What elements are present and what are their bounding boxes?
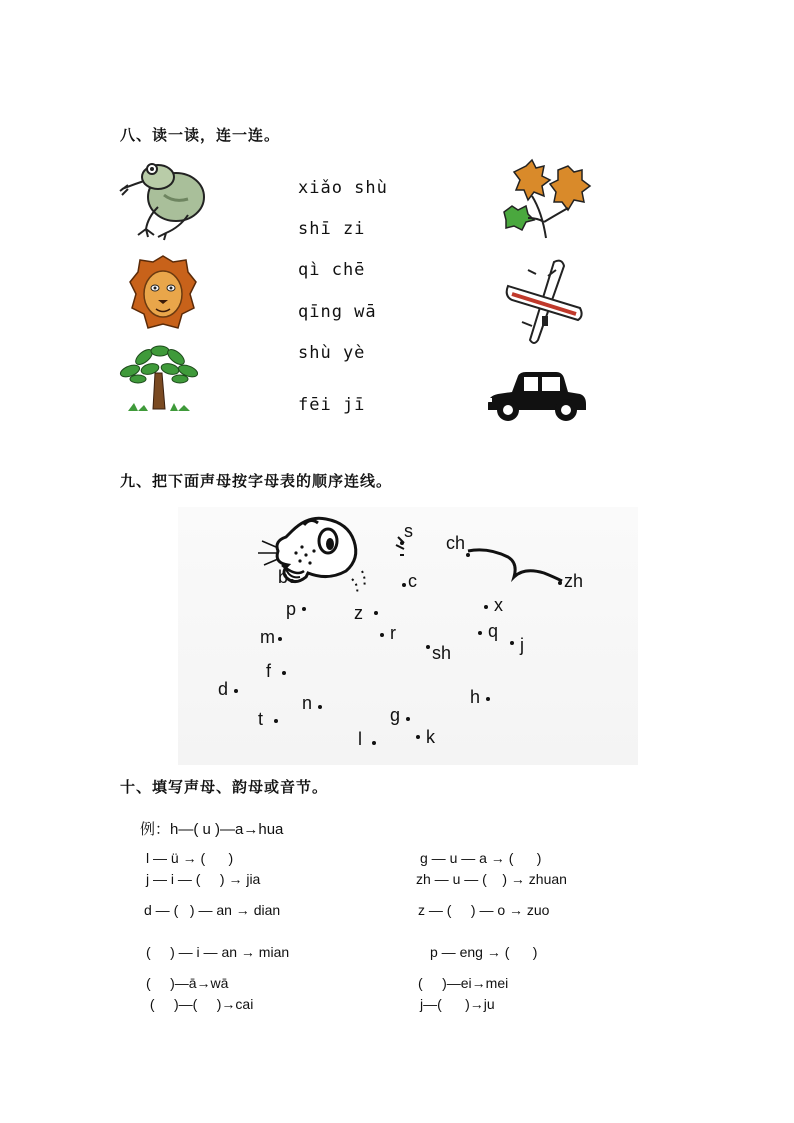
section-10-title: 十、填写声母、韵母或音节。: [120, 778, 329, 796]
exercise-right-6: j—( )→ju: [420, 996, 495, 1012]
letter-f: f: [266, 661, 272, 681]
pinyin-shu-ye: shù yè: [298, 343, 366, 363]
section-9-title: 九、把下面声母按字母表的顺序连线。: [120, 472, 393, 490]
exercise-left-2: j — i — ( ) → jia: [146, 871, 261, 887]
exercise-right-4: p — eng → ( ): [430, 944, 538, 960]
dot-t: [274, 719, 278, 723]
airplane-icon: [502, 256, 586, 348]
exercise-left-6: ( )—( )→cai: [146, 996, 254, 1012]
dot-q: [478, 631, 482, 635]
exercise-left-1: l — ü → ( ): [146, 850, 234, 866]
exercise-right-2: zh — u — ( ) → zhuan: [416, 871, 567, 887]
dot-n: [318, 705, 322, 709]
pinyin-qing-wa: qīng wā: [298, 302, 377, 322]
letter-j: j: [520, 635, 524, 655]
tree-icon: [118, 343, 198, 413]
dot-r: [380, 633, 384, 637]
exercise-right-1: g — u — a → ( ): [420, 850, 542, 866]
pinyin-qi-che: qì chē: [298, 260, 366, 280]
dot-c: [402, 583, 406, 587]
pinyin-shi-zi: shī zi: [298, 219, 366, 239]
dot-l: [372, 741, 376, 745]
exercise-right-3: z — ( ) — o → zuo: [418, 902, 550, 918]
letter-ch: ch: [446, 533, 466, 553]
letter-q: q: [488, 621, 499, 641]
dot-k: [416, 735, 420, 739]
letter-k: k: [426, 727, 435, 747]
exercise-left-4: ( ) — i — an → mian: [146, 944, 290, 960]
letter-z: z: [354, 603, 363, 623]
dot-z: [374, 611, 378, 615]
dot-sh: [426, 645, 430, 649]
letter-b: b: [278, 567, 289, 587]
dot-x: [484, 605, 488, 609]
exercise-right-5: ( )—ei→mei: [418, 975, 509, 991]
section-8-title: 八、读一读，连一连。: [120, 126, 281, 144]
letter-d: d: [218, 679, 229, 699]
dot-ch: [466, 553, 470, 557]
dot-j: [510, 641, 514, 645]
dot-zh: [558, 581, 562, 585]
letter-x: x: [494, 595, 503, 615]
dot-h: [486, 697, 490, 701]
letter-h: h: [470, 687, 481, 707]
letter-r: r: [390, 623, 396, 643]
dot-f: [282, 671, 286, 675]
letter-g: g: [390, 705, 401, 725]
letter-c: c: [408, 571, 417, 591]
leaves-icon: [498, 156, 594, 240]
dot-g: [406, 717, 410, 721]
frog-icon: [118, 155, 210, 241]
dot-s: [400, 541, 404, 545]
car-icon: [484, 368, 588, 424]
letter-p: p: [286, 599, 297, 619]
letter-sh: sh: [432, 643, 452, 663]
letter-n: n: [302, 693, 313, 713]
letter-s: s: [404, 521, 413, 541]
example-line: 例：h—( u )—a→hua: [140, 821, 284, 838]
dot-to-dot-panel: [178, 507, 638, 765]
letter-zh: zh: [564, 571, 584, 591]
seal-drawing: [178, 507, 638, 765]
lion-icon: [128, 254, 198, 334]
exercise-left-3: d — ( ) — an → dian: [144, 902, 281, 918]
letter-m: m: [260, 627, 275, 647]
dot-d: [234, 689, 238, 693]
letter-t: t: [258, 709, 264, 729]
dot-b: [290, 579, 294, 583]
dot-p: [302, 607, 306, 611]
pinyin-xiao-shu: xiǎo shù: [298, 178, 388, 198]
exercise-left-5: ( )—ā→wā: [146, 975, 229, 991]
pinyin-fei-ji: fēi jī: [298, 395, 366, 415]
letter-l: l: [358, 729, 362, 749]
dot-m: [278, 637, 282, 641]
